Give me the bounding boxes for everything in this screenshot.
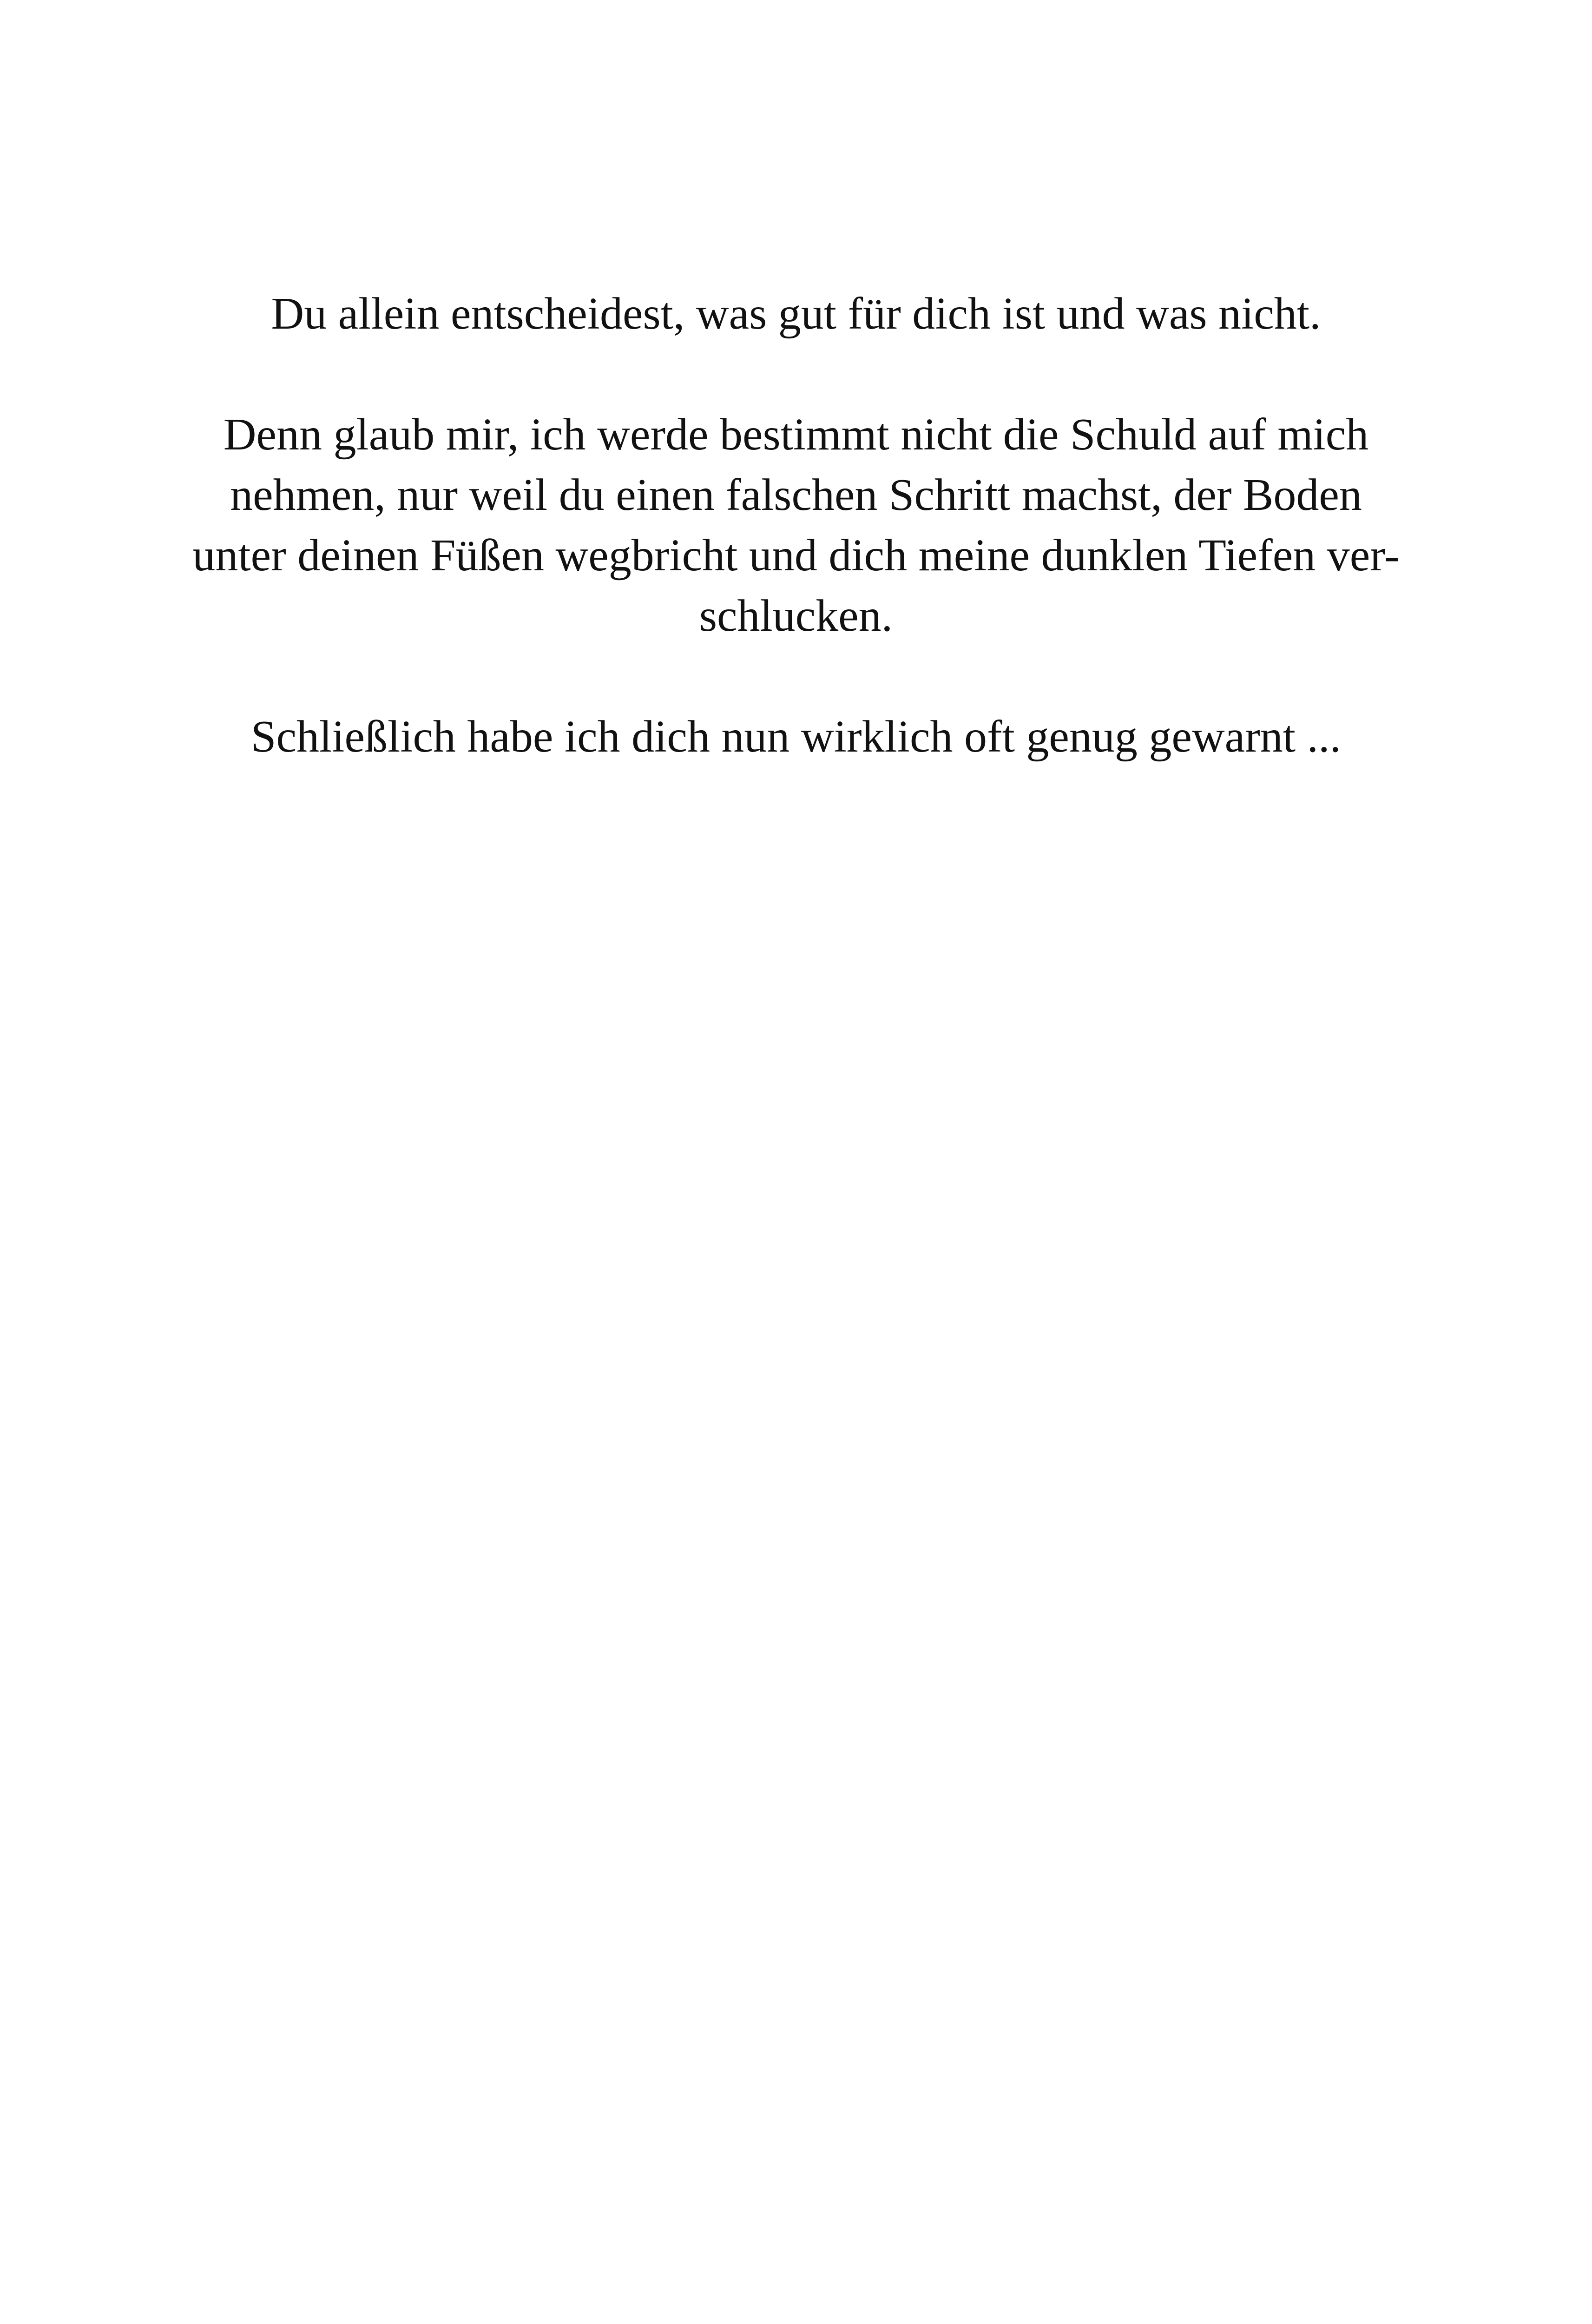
text-line: schlucken. [699, 591, 893, 641]
body-text [177, 284, 1415, 767]
paragraph-3 [177, 706, 1415, 767]
paragraph-2 [177, 404, 1415, 646]
text-line: Schließlich habe ich dich nun wirklich oft genug gewarnt ... [251, 712, 1341, 762]
text-line: unter deinen Füßen wegbricht und dich meine dunklen Tiefen ver- [192, 530, 1400, 581]
text-line: nehmen, nur weil du einen falschen Schritt machst, der Boden [230, 470, 1362, 520]
paragraph-1 [177, 284, 1415, 344]
text-line: Denn glaub mir, ich werde bestimmt nicht die Schuld auf mich [223, 409, 1369, 460]
text-line: Du allein entscheidest, was gut für dich ist und was nicht. [271, 289, 1321, 339]
